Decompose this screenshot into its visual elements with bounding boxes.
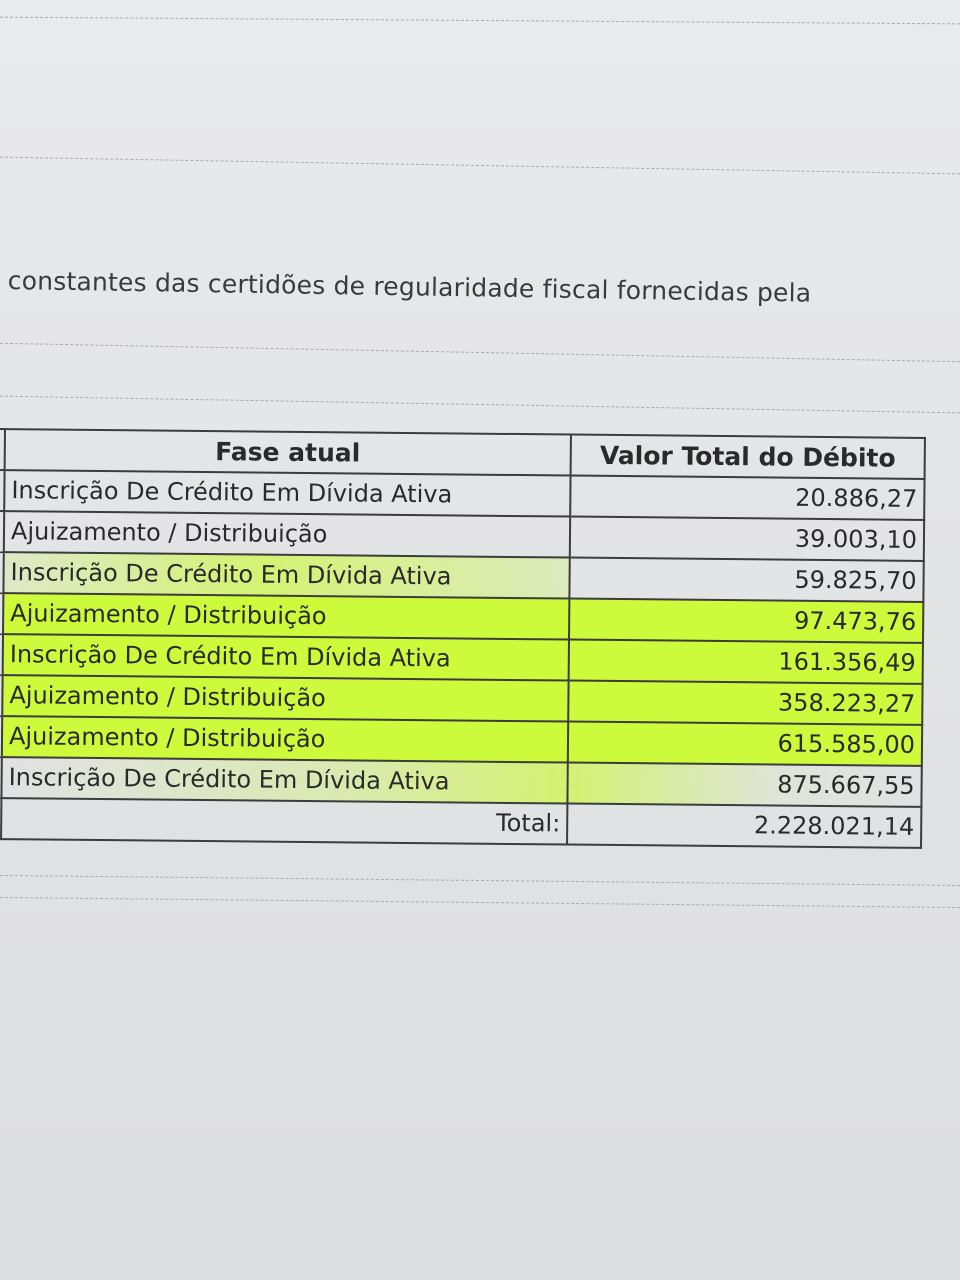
form-line (0, 897, 960, 908)
table-total-row (0, 798, 921, 848)
form-line (0, 396, 960, 414)
form-line (0, 875, 960, 886)
form-line (0, 17, 960, 25)
row-phase: Ajuizamento / Distribuição (2, 675, 568, 721)
total-label: Total: (1, 798, 567, 844)
row-value: 59.825,70 (569, 558, 923, 602)
row-phase: Inscrição De Crédito Em Dívida Ativa (4, 470, 570, 516)
row-phase: Inscrição De Crédito Em Dívida Ativa (3, 634, 569, 680)
row-phase: Inscrição De Crédito Em Dívida Ativa (1, 757, 567, 803)
row-value: 39.003,10 (570, 517, 924, 561)
debt-table (0, 428, 926, 849)
row-value: 97.473,76 (569, 599, 923, 643)
row-phase: Ajuizamento / Distribuição (2, 716, 568, 762)
form-line (0, 157, 960, 175)
row-value: 615.585,00 (568, 722, 922, 766)
row-value: 20.886,27 (570, 476, 924, 520)
row-value: 161.356,49 (569, 640, 923, 684)
row-value: 358.223,27 (568, 681, 922, 725)
total-value: 2.228.021,14 (567, 804, 921, 848)
intro-text: constantes das certidões de regularidade fiscal fornecidas pela (7, 266, 812, 308)
header-value: Valor Total do Débito (571, 435, 925, 479)
form-line (0, 343, 960, 362)
debt-table-wrapper (0, 428, 926, 849)
row-phase: Ajuizamento / Distribuição (3, 593, 569, 639)
row-value: 875.667,55 (567, 763, 921, 807)
header-phase: Fase atual (5, 429, 571, 475)
row-phase: Inscrição De Crédito Em Dívida Ativa (3, 552, 569, 598)
row-phase: Ajuizamento / Distribuição (4, 511, 570, 557)
